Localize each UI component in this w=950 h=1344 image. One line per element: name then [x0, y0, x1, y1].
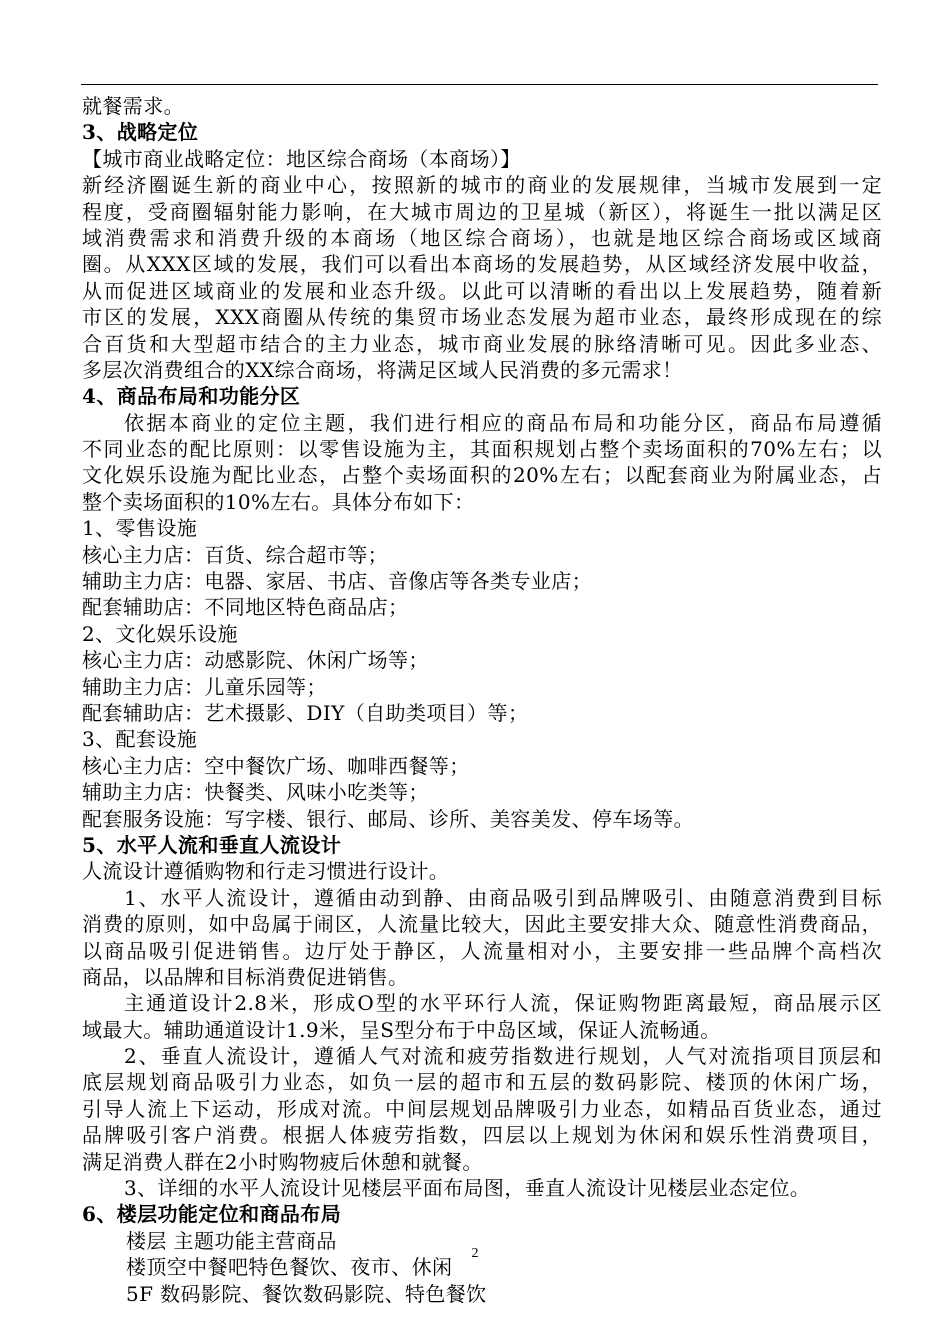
section-heading: 4、商品布局和功能分区 — [82, 384, 301, 409]
text-line: 3、详细的水平人流设计见楼层平面布局图，垂直人流设计见楼层业态定位。 — [124, 1176, 811, 1201]
section-heading: 5、水平人流和垂直人流设计 — [82, 832, 342, 857]
text-line: 域消费需求和消费升级的本商场（地区综合商场），也就是地区综合商场或区域商 — [82, 225, 882, 250]
header-rule — [81, 84, 878, 85]
text-line: 2、垂直人流设计，遵循人气对流和疲劳指数进行规划，人气对流指项目顶层和 — [124, 1044, 882, 1069]
text-line: 品牌吸引客户消费。根据人体疲劳指数，四层以上规划为休闲和娱乐性消费项目， — [82, 1123, 882, 1148]
text-line: 程度，受商圈辐射能力影响，在大城市周边的卫星城（新区），将诞生一批以满足区 — [82, 199, 882, 224]
text-line: 核心主力店：空中餐饮广场、咖啡西餐等； — [82, 753, 470, 778]
text-line: 不同业态的配比原则：以零售设施为主，其面积规划占整个卖场面积的70%左右；以 — [82, 437, 882, 462]
text-line: 1、零售设施 — [82, 516, 198, 541]
text-line: 配套辅助店：艺术摄影、DIY（自助类项目）等； — [82, 700, 529, 725]
text-line: 2、文化娱乐设施 — [82, 621, 238, 646]
text-line: 【城市商业战略定位：地区综合商场（本商场）】 — [82, 146, 521, 171]
text-line: 商品，以品牌和目标消费促进销售。 — [82, 964, 409, 989]
text-line: 辅助主力店：快餐类、风味小吃类等； — [82, 780, 429, 805]
text-line: 新经济圈诞生新的商业中心，按照新的城市的商业的发展规律，当城市发展到一定 — [82, 173, 882, 198]
text-line: 人流设计遵循购物和行走习惯进行设计。 — [82, 859, 450, 884]
text-line: 域最大。辅助通道设计1.9米，呈S型分布于中岛区域，保证人流畅通。 — [82, 1017, 721, 1042]
text-line: 辅助主力店：电器、家居、书店、音像店等各类专业店； — [82, 569, 592, 594]
text-line: 消费的原则，如中岛属于闹区，人流量比较大，因此主要安排大众、随意性消费商品， — [82, 912, 882, 937]
text-line: 配套服务设施：写字楼、银行、邮局、诊所、美容美发、停车场等。 — [82, 806, 694, 831]
text-line: 以商品吸引促进销售。边厅处于静区，人流量相对小，主要安排一些品牌个高档次 — [82, 938, 882, 963]
text-line: 5F 数码影院、餐饮数码影院、特色餐饮 — [126, 1281, 487, 1306]
text-line: 圈。从XXX区域的发展，我们可以看出本商场的发展趋势，从区域经济发展中收益， — [82, 252, 882, 277]
text-line: 楼层 主题功能主营商品 — [126, 1228, 337, 1253]
text-line: 1、水平人流设计，遵循由动到静、由商品吸引到品牌吸引、由随意消费到目标 — [124, 885, 882, 910]
page-number: 2 — [471, 1246, 479, 1261]
text-line: 引导人流上下运动，形成对流。中间层规划品牌吸引力业态，如精品百货业态，通过 — [82, 1096, 882, 1121]
text-line: 底层规划商品吸引力业态，如负一层的超市和五层的数码影院、楼顶的休闲广场， — [82, 1070, 882, 1095]
section-heading: 6、楼层功能定位和商品布局 — [82, 1202, 342, 1227]
text-line: 配套辅助店：不同地区特色商品店； — [82, 595, 409, 620]
text-line: 依据本商业的定位主题，我们进行相应的商品布局和功能分区，商品布局遵循 — [124, 410, 882, 435]
text-line: 多层次消费组合的XX综合商场，将满足区域人民消费的多元需求！ — [82, 357, 683, 382]
text-line: 满足消费人群在2小时购物疲后休憩和就餐。 — [82, 1149, 483, 1174]
text-line: 3、配套设施 — [82, 727, 198, 752]
document-body — [82, 93, 882, 1307]
section-heading: 3、战略定位 — [82, 120, 199, 145]
text-line: 合百货和大型超市结合的主力业态，城市商业发展的脉络清晰可见。因此多业态、 — [82, 331, 882, 356]
text-line: 从而促进区域商业的发展和业态升级。以此可以清晰的看出以上发展趋势，随着新 — [82, 278, 882, 303]
text-line: 整个卖场面积的10%左右。具体分布如下： — [82, 489, 475, 514]
text-line: 文化娱乐设施为配比业态，占整个卖场面积的20%左右；以配套商业为附属业态，占 — [82, 463, 882, 488]
text-line: 核心主力店：百货、综合超市等； — [82, 542, 388, 567]
text-line: 核心主力店：动感影院、休闲广场等； — [82, 648, 429, 673]
text-line: 辅助主力店：儿童乐园等； — [82, 674, 327, 699]
text-line: 就餐需求。 — [82, 94, 184, 118]
text-line: 市区的发展，XXX商圈从传统的集贸市场业态发展为超市业态，最终形成现在的综 — [82, 305, 882, 330]
text-line: 主通道设计2.8米，形成O型的水平环行人流，保证购物距离最短，商品展示区 — [124, 991, 882, 1016]
text-line: 楼顶空中餐吧特色餐饮、夜市、休闲 — [126, 1255, 453, 1280]
